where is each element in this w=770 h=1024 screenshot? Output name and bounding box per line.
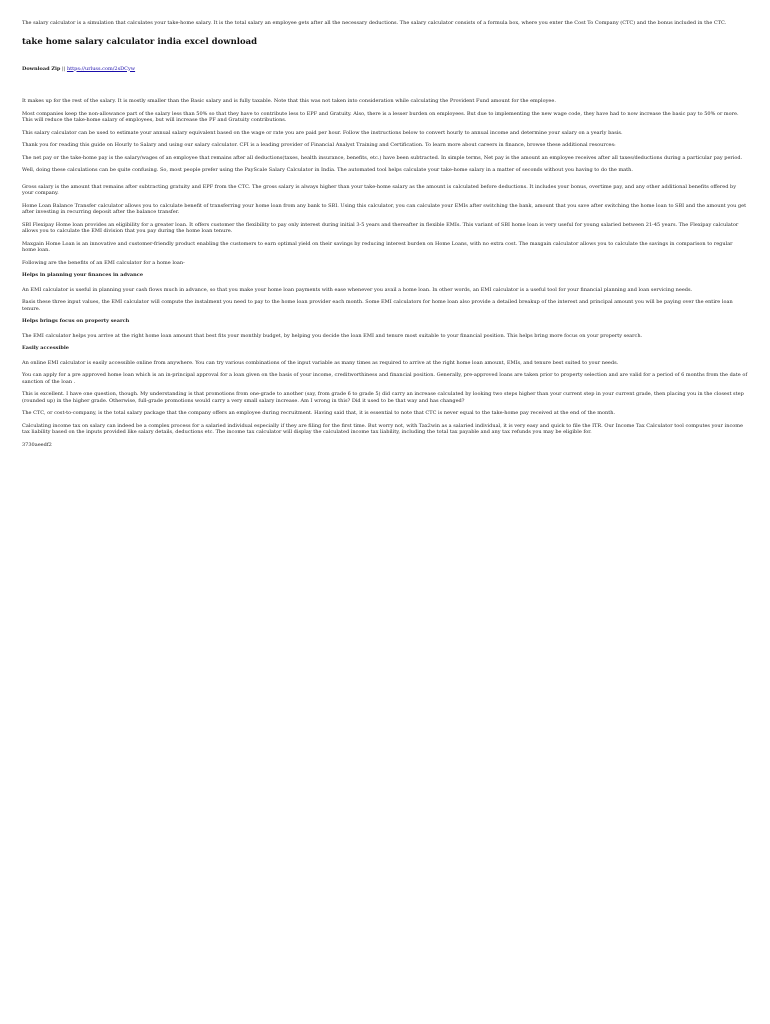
paragraph: The net pay or the take-home pay is the salary/wages of an employee that remains after all deductions(taxes, health insurance, benefits, etc.) have been subtracted. In simple terms, Net pay is the amount an employee receives after all taxes/deductions during a particular pay period. [22,154,743,161]
download-line [22,66,748,73]
paragraph: An EMI calculator is useful in planning your cash flows much in advance, so that you make your home loan payments with ease whenever you avail a home loan. In other words, an EMI calculator is a useful tool for your financial planning and loan servicing needs. [22,286,693,293]
download-separator: || [60,65,67,72]
subheading-planning: Helps in planning your finances in advance [22,272,144,278]
page-title: take home salary calculator india excel download [22,36,258,47]
paragraph: The CTC, or cost-to-company, is the total salary package that the company offers an employee during recruitment. Having said that, it is essential to note that CTC is never equal to the take-home pay received at the end of the month. [22,410,616,416]
subheading-accessible: Easily accessible [22,345,69,351]
paragraph: Thank you for reading this guide on Hourly to Salary and using our salary calculator. CFI is a leading provider of Financial Analyst Training and Certification. To learn more about careers in finance, browse these additional resources: [22,142,616,148]
footer-code: 3730aeedf2 [22,441,52,448]
download-link[interactable]: https://urluss.com/2sDCyw [66,65,136,72]
paragraph: The EMI calculator helps you arrive at the right home loan amount that best fits your monthly budget, by helping you decide the loan EMI and tenure most suitable to your financial position. This helps bring more focus on your property search. [22,332,643,339]
paragraph: Home Loan Balance Transfer calculator allows you to calculate benefit of transferring your home loan from any bank to SBI. Using this calculator, you can calculate your EMIs after switching the bank, amount that you save after switching the home loan to SBI and the amount you get after investing in recurring deposit after the balance transfer. [22,202,747,215]
intro-paragraph: The salary calculator is a simulation that calculates your take-home salary. It is the total salary an employee gets after all the necessary deductions. The salary calculator consists of a formula box, where you enter the Cost To Company (CTC) and the bonus included in the CTC. [22,20,727,26]
paragraph: Well, doing these calculations can be quite confusing. So, most people prefer using the PayScale Salary Calculator in India. The automated tool helps calculate your take-home salary in a matter of seconds without you having to do the math. [22,167,633,173]
paragraph: Basis these three input values, the EMI calculator will compute the instalment you need to pay to the home loan provider each month. Some EMI calculators for home loan also provide a detailed breakup of the interest and principal amount you will be paying over the entire loan tenure. [22,299,733,312]
paragraph: Following are the benefits of an EMI calculator for a home loan- [22,259,185,266]
article [0,0,770,448]
paragraph: You can apply for a pre approved home loan which is an in-principal approval for a loan given on the basis of your income, creditworthiness and financial position. Generally, pre-approved loans are taken prior to property selection and are valid for a period of 6 months from the date of sanction of the loan . [22,372,748,385]
paragraph: Most companies keep the non-allowance part of the salary less than 50% so that they have to contribute less to EPF and Gratuity. Also, there is a lesser burden on employees. But due to implementing the new wage code, they have had to now increase the basic pay to 50% or more. This will reduce the take-home salary of employees, but will increase the PF and Gratuity contributions. [22,110,739,123]
download-label: Download Zip [22,65,61,72]
paragraph: SBI Flexipay Home loan provides an eligibility for a greater loan. It offers customer the flexibility to pay only interest during initial 3-5 years and thereafter in flexible EMIs. This variant of SBI home loan is very useful for young salaried between 21-45 years. The Flexipay calculator allows you to calculate the EMI division that you pay during the home loan tenure. [22,221,739,234]
paragraph: This salary calculator can be used to estimate your annual salary equivalent based on the wage or rate you are paid per hour. Follow the instructions below to convert hourly to annual income and determine your salary on a yearly basis. [22,129,623,136]
paragraph: An online EMI calculator is easily accessible online from anywhere. You can try various combinations of the input variable as many times as required to arrive at the right home loan amount, EMIs, and tenure best suited to your needs. [22,359,619,366]
paragraph: Gross salary is the amount that remains after subtracting gratuity and EPF from the CTC. The gross salary is always higher than your take-home salary as the amount is calculated before deductions. It includes your bonus, overtime pay, and any other additional benefits offered by your company. [22,183,737,196]
subheading-property-search: Helps brings focus on property search [22,318,130,324]
paragraph: This is excellent. I have one question, though. My understanding is that promotions from one-grade to another (say, from grade 6 to grade 5) did carry an increase calculated by looking two steps higher than your current step in your current grade, then placing you in the closest step (rounded up) in the higher grade. Otherwise, full-grade promotions would carry a very small salary increase. Am I wrong in this? Did it used to be that way and has changed? [22,391,744,404]
paragraph: It makes up for the rest of the salary. It is mostly smaller than the Basic salary and is fully taxable. Note that this was not taken into consideration while calculating the Provident Fund amount for the employee. [22,98,556,104]
paragraph: Maxgain Home Loan is an innovative and customer-friendly product enabling the customers to earn optimal yield on their savings by reducing interest burden on Home Loans, with no extra cost. The maxgain calculator allows you to calculate the savings in comparison to regular home loan. [22,240,733,253]
paragraph: Calculating income tax on salary can indeed be a complex process for a salaried individual especially if they are filing for the first time. But worry not, with Tax2win as a salaried individual, it is very easy and quick to file the ITR. Our Income Tax Calculator tool computes your income tax liability based on the inputs provided like salary details, deductions etc. The income tax calculator will display the calculated income tax liability, including the total tax payable and any tax refunds you may be eligible for. [22,422,743,435]
